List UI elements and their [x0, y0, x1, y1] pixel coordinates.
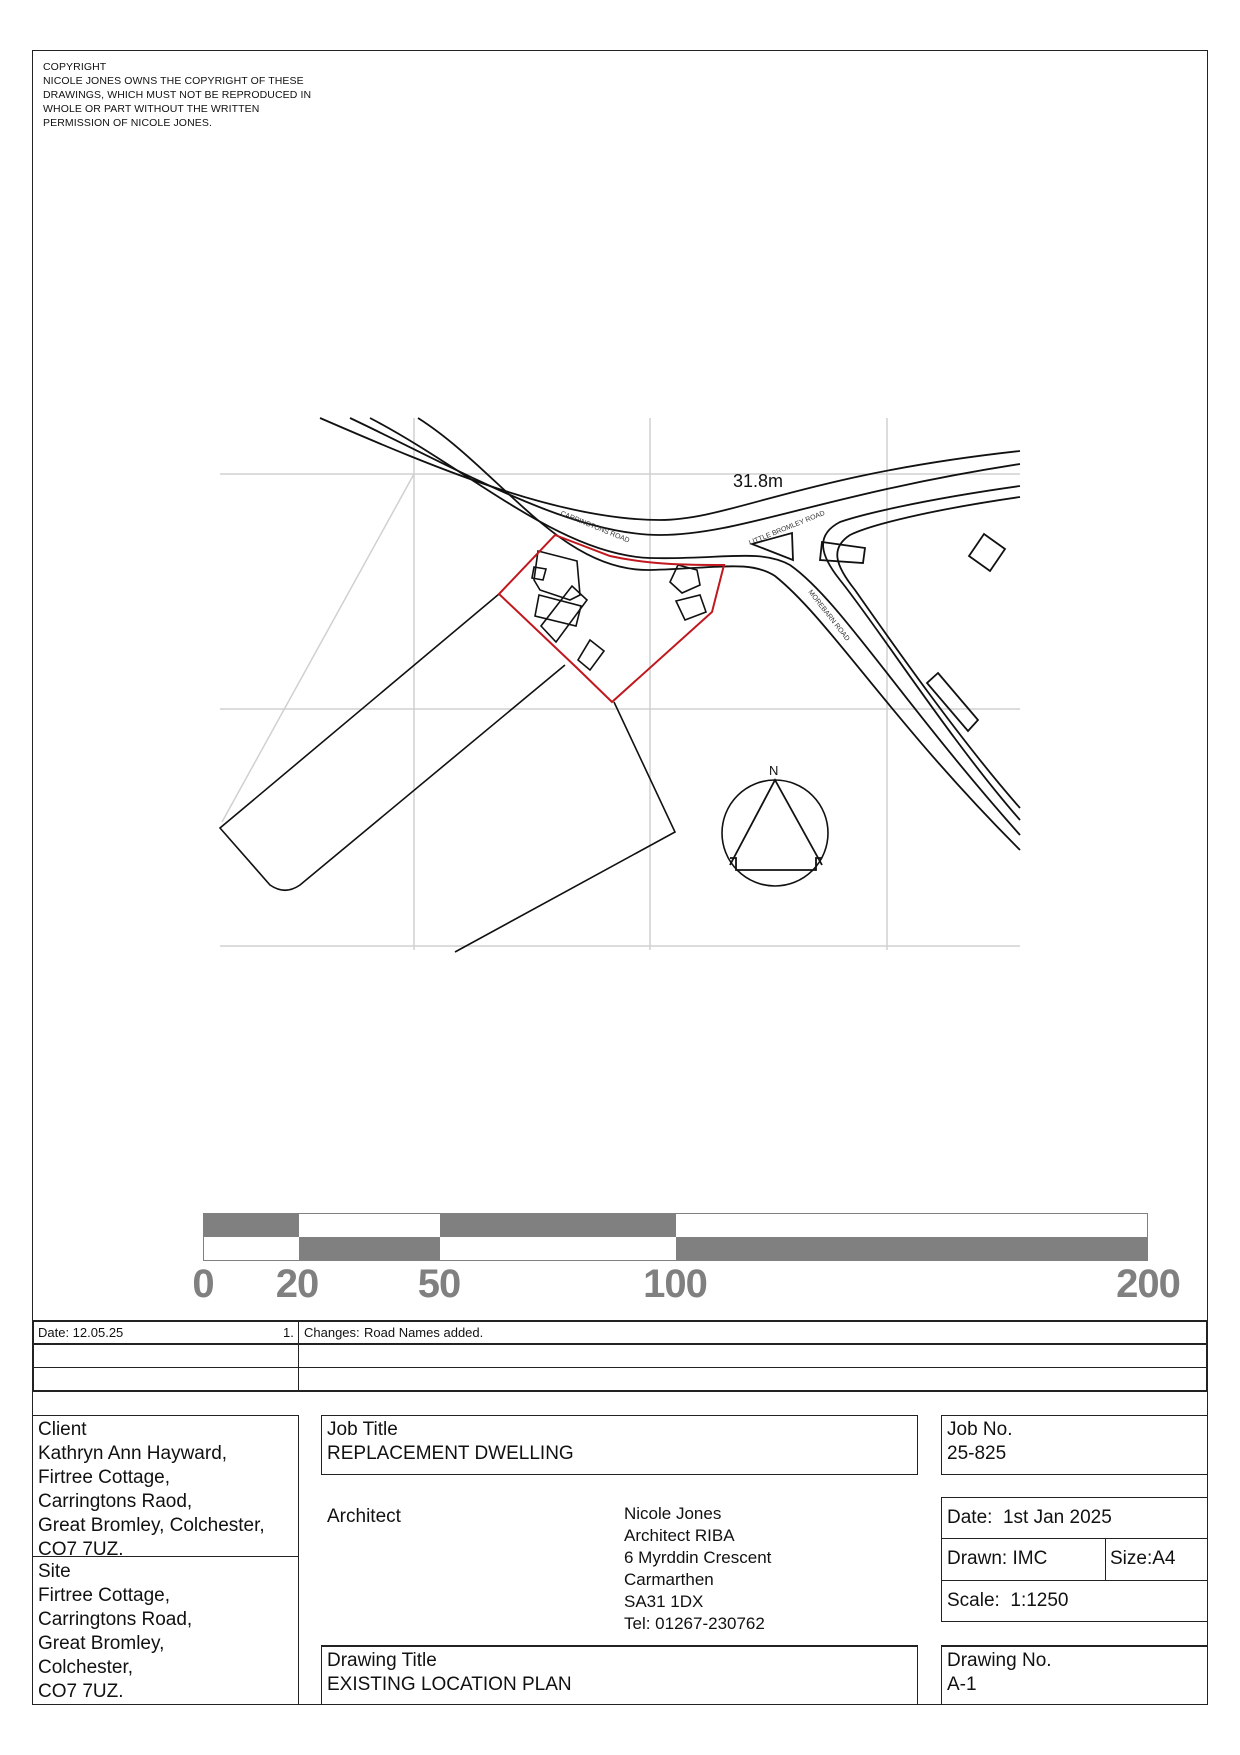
client-block: Client Kathryn Ann Hayward, Firtree Cottage, Carringtons Raod, Great Bromley, Colchester, CO7 7UZ.: [38, 1419, 265, 1560]
architect-details: Nicole Jones Architect RIBA 6 Myrddin Crescent Carmarthen SA31 1DX Tel: 01267-230762: [624, 1504, 772, 1633]
land-parcels: [220, 551, 706, 952]
site-block: Site Firtree Cottage, Carringtons Road, Great Bromley, Colchester, CO7 7UZ.: [38, 1561, 193, 1702]
date-value: 1st Jan 2025: [1002, 1507, 1112, 1528]
job-no-label: Job No.: [947, 1419, 1013, 1440]
roads: [320, 418, 1020, 850]
revision-changes-label: Changes:: [304, 1325, 360, 1340]
copyright-heading: COPYRIGHT: [43, 61, 107, 73]
scale-bar: [203, 1213, 1148, 1261]
road-label-carringtons: CARRINGTONS ROAD: [559, 510, 631, 545]
job-title-value: REPLACEMENT DWELLING: [327, 1443, 574, 1464]
map-grid: [220, 418, 1020, 950]
site-label: Site: [38, 1561, 71, 1582]
revision-date: Date: 12.05.25: [38, 1325, 124, 1340]
revision-number: 1.: [283, 1325, 294, 1340]
north-label: N: [769, 763, 779, 778]
scale-label-50: 50: [417, 1262, 461, 1306]
scale-label-200: 200: [1116, 1262, 1180, 1306]
architect-label: Architect: [327, 1506, 401, 1527]
copyright-line: NICOLE JONES OWNS THE COPYRIGHT OF THESE: [43, 75, 304, 87]
copyright-line: PERMISSION OF NICOLE JONES.: [43, 117, 212, 129]
drawing-title-label: Drawing Title: [327, 1650, 437, 1671]
job-no-value: 25-825: [947, 1443, 1007, 1464]
revision-changes: Road Names added.: [364, 1325, 484, 1340]
copyright-line: DRAWINGS, WHICH MUST NOT BE REPRODUCED IN: [43, 89, 312, 101]
drawing-no-value: A-1: [947, 1674, 977, 1695]
drawing-no-box: [941, 1645, 1208, 1705]
scale-label-0: 0: [192, 1262, 214, 1306]
scale-label-100: 100: [643, 1262, 707, 1306]
job-title-label: Job Title: [327, 1419, 398, 1440]
scale-label-20: 20: [275, 1262, 319, 1306]
job-title-box: [321, 1415, 918, 1475]
drawn-field: Drawn: IMC: [947, 1548, 1048, 1569]
road-label-little-bromley: LITTLE BROMLEY ROAD: [748, 509, 827, 547]
size-field: Size:A4: [1110, 1548, 1176, 1569]
size-value: A4: [1152, 1548, 1176, 1569]
copyright-line: WHOLE OR PART WITHOUT THE WRITTEN: [43, 103, 260, 115]
north-arrow-icon: [722, 763, 828, 886]
drawing-title-value: EXISTING LOCATION PLAN: [327, 1674, 572, 1695]
scale-value: 1:1250: [1010, 1590, 1069, 1611]
scale-field: Scale: 1:1250: [947, 1590, 1069, 1611]
job-no-box: [941, 1415, 1208, 1475]
drawn-value: IMC: [1012, 1548, 1048, 1569]
road-label-morebarn: MOREBARN ROAD: [806, 588, 851, 643]
level-label: 31.8m: [733, 471, 784, 491]
drawing-title-box: [321, 1645, 918, 1705]
drawing-no-label: Drawing No.: [947, 1650, 1052, 1671]
client-label: Client: [38, 1419, 87, 1440]
date-field: Date: 1st Jan 2025: [947, 1507, 1112, 1528]
